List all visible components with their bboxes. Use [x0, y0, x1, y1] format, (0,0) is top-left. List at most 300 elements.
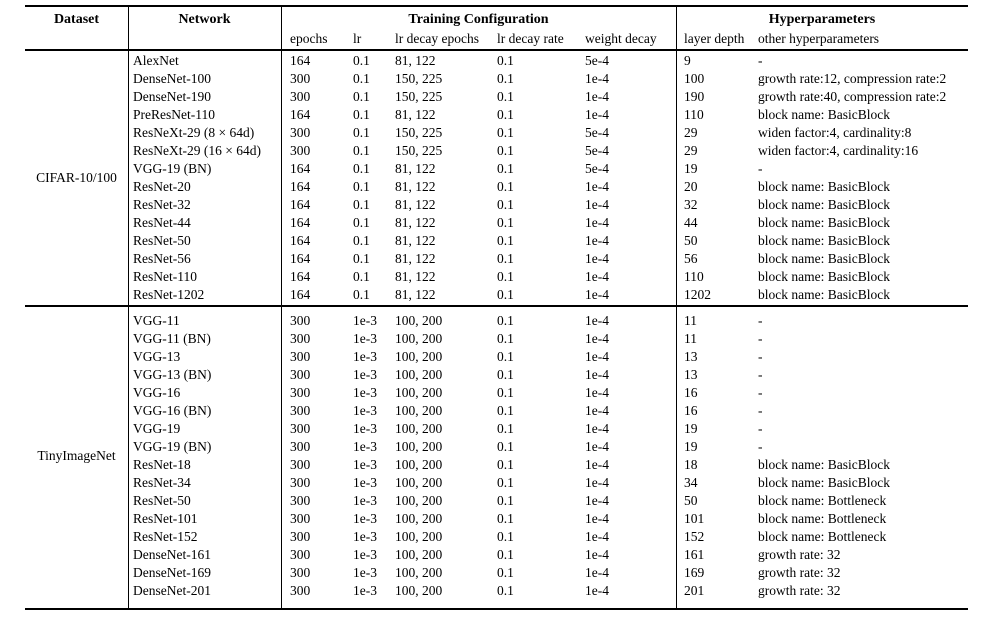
cell-lr: 1e-3: [353, 439, 377, 454]
cell-other-hyperparameters: growth rate: 32: [758, 547, 841, 562]
table-row: [25, 456, 968, 474]
cell-layer-depth: 110: [684, 269, 704, 284]
table-row: [25, 546, 968, 564]
cell-lr-decay-epochs: 100, 200: [395, 475, 443, 490]
cell-epochs: 300: [290, 439, 311, 454]
cell-weight-decay: 5e-4: [585, 53, 609, 68]
cell-lr: 0.1: [353, 143, 370, 158]
cell-lr-decay-rate: 0.1: [497, 457, 514, 472]
table-row: [25, 178, 968, 196]
cell-lr-decay-epochs: 81, 122: [395, 107, 436, 122]
cell-dataset: [25, 286, 128, 304]
cell-lr-decay-epochs: 100, 200: [395, 421, 443, 436]
cell-lr-decay-epochs: 81, 122: [395, 287, 436, 302]
cell-other-hyperparameters: -: [758, 367, 763, 382]
cell-weight-decay: 1e-4: [585, 385, 609, 400]
cell-layer-depth: 201: [684, 583, 705, 598]
cell-dataset: [25, 402, 128, 420]
cell-lr-decay-rate: 0.1: [497, 215, 514, 230]
cell-dataset: [25, 312, 128, 330]
cell-lr-decay-epochs: 150, 225: [395, 89, 443, 104]
table-row: [25, 52, 968, 70]
cell-weight-decay: 1e-4: [585, 71, 609, 86]
cell-lr-decay-rate: 0.1: [497, 565, 514, 580]
cell-lr-decay-epochs: 100, 200: [395, 529, 443, 544]
cell-lr-decay-epochs: 81, 122: [395, 269, 436, 284]
table-row: [25, 286, 968, 304]
cell-lr: 0.1: [353, 215, 370, 230]
cell-epochs: 300: [290, 565, 311, 580]
cell-lr: 1e-3: [353, 403, 377, 418]
cell-epochs: 300: [290, 385, 311, 400]
cell-network: VGG-16: [133, 385, 181, 400]
table-row: [25, 474, 968, 492]
table-row: [25, 124, 968, 142]
cell-lr-decay-rate: 0.1: [497, 125, 514, 140]
subheader-other-hyperparameters: other hyperparameters: [758, 31, 880, 46]
cell-lr-decay-rate: 0.1: [497, 179, 514, 194]
cell-network: ResNeXt-29 (16 × 64d): [133, 143, 261, 158]
cell-epochs: 300: [290, 511, 311, 526]
cell-layer-depth: 161: [684, 547, 705, 562]
cell-lr: 0.1: [353, 71, 370, 86]
cell-dataset: [25, 330, 128, 348]
cell-lr: 1e-3: [353, 511, 377, 526]
cell-other-hyperparameters: widen factor:4, cardinality:16: [758, 143, 919, 158]
cell-network: PreResNet-110: [133, 107, 215, 122]
cell-weight-decay: 1e-4: [585, 511, 609, 526]
cell-layer-depth: 9: [684, 53, 691, 68]
cell-lr-decay-rate: 0.1: [497, 251, 514, 266]
table-row: [25, 402, 968, 420]
cell-lr-decay-rate: 0.1: [497, 349, 514, 364]
cell-weight-decay: 5e-4: [585, 161, 609, 176]
cell-lr-decay-rate: 0.1: [497, 197, 514, 212]
cell-other-hyperparameters: block name: BasicBlock: [758, 107, 890, 122]
cell-epochs: 164: [290, 53, 311, 68]
cell-lr-decay-epochs: 100, 200: [395, 403, 443, 418]
cell-other-hyperparameters: growth rate: 32: [758, 583, 841, 598]
cell-weight-decay: 1e-4: [585, 583, 609, 598]
cell-other-hyperparameters: growth rate:40, compression rate:2: [758, 89, 947, 104]
cell-layer-depth: 19: [684, 439, 698, 454]
cell-other-hyperparameters: -: [758, 331, 763, 346]
cell-lr-decay-rate: 0.1: [497, 107, 514, 122]
cell-lr-decay-epochs: 150, 225: [395, 71, 443, 86]
cell-weight-decay: 1e-4: [585, 475, 609, 490]
cell-dataset: [25, 160, 128, 178]
cell-lr: 1e-3: [353, 313, 377, 328]
table-row: [25, 492, 968, 510]
cell-lr: 0.1: [353, 107, 370, 122]
cell-network: VGG-19: [133, 421, 181, 436]
cell-epochs: 300: [290, 421, 311, 436]
table-row: [25, 528, 968, 546]
table-group-separator-rule: [25, 305, 968, 307]
cell-lr-decay-epochs: 100, 200: [395, 583, 443, 598]
table-row: [25, 160, 968, 178]
subheader-lr-decay-epochs: lr decay epochs: [395, 31, 479, 46]
table-row: [25, 330, 968, 348]
cell-epochs: 300: [290, 331, 311, 346]
cell-lr-decay-epochs: 100, 200: [395, 439, 443, 454]
cell-layer-depth: 50: [684, 233, 698, 248]
cell-layer-depth: 13: [684, 367, 698, 382]
cell-dataset: [25, 348, 128, 366]
cell-dataset: [25, 232, 128, 250]
cell-lr: 1e-3: [353, 547, 377, 562]
cell-weight-decay: 1e-4: [585, 251, 609, 266]
cell-epochs: 300: [290, 493, 311, 508]
cell-lr: 1e-3: [353, 367, 377, 382]
cell-weight-decay: 1e-4: [585, 179, 609, 194]
cell-lr: 1e-3: [353, 349, 377, 364]
cell-other-hyperparameters: -: [758, 439, 763, 454]
cell-weight-decay: 1e-4: [585, 89, 609, 104]
cell-dataset: [25, 124, 128, 142]
cell-other-hyperparameters: growth rate: 32: [758, 565, 841, 580]
cell-weight-decay: 1e-4: [585, 287, 609, 302]
cell-lr-decay-rate: 0.1: [497, 143, 514, 158]
table-row: [25, 384, 968, 402]
table-row: [25, 312, 968, 330]
cell-layer-depth: 11: [684, 331, 697, 346]
cell-lr-decay-epochs: 81, 122: [395, 179, 436, 194]
subheader-layer-depth: layer depth: [684, 31, 745, 46]
cell-weight-decay: 1e-4: [585, 197, 609, 212]
cell-layer-depth: 18: [684, 457, 698, 472]
cell-network: ResNet-110: [133, 269, 197, 284]
cell-network: ResNet-101: [133, 511, 198, 526]
cell-lr-decay-epochs: 81, 122: [395, 233, 436, 248]
cell-epochs: 164: [290, 215, 311, 230]
cell-other-hyperparameters: -: [758, 421, 763, 436]
table-row: [25, 366, 968, 384]
cell-epochs: 300: [290, 71, 311, 86]
cell-epochs: 300: [290, 529, 311, 544]
cell-lr-decay-rate: 0.1: [497, 475, 514, 490]
cell-dataset: [25, 52, 128, 70]
cell-lr-decay-rate: 0.1: [497, 269, 514, 284]
cell-weight-decay: 1e-4: [585, 107, 609, 122]
header-dataset: Dataset: [53, 12, 100, 27]
cell-network: DenseNet-161: [133, 547, 211, 562]
cell-other-hyperparameters: widen factor:4, cardinality:8: [758, 125, 912, 140]
group-rows: [25, 52, 968, 304]
cell-network: DenseNet-169: [133, 565, 211, 580]
cell-epochs: 164: [290, 107, 311, 122]
cell-dataset: [25, 582, 128, 600]
training-configuration-table: [25, 0, 968, 631]
cell-layer-depth: 16: [684, 385, 698, 400]
subheader-epochs: epochs: [290, 31, 328, 46]
cell-layer-depth: 13: [684, 349, 698, 364]
cell-lr-decay-rate: 0.1: [497, 511, 514, 526]
table-row: [25, 88, 968, 106]
table-row: [25, 564, 968, 582]
cell-other-hyperparameters: block name: BasicBlock: [758, 179, 890, 194]
cell-weight-decay: 1e-4: [585, 367, 609, 382]
cell-dataset: [25, 268, 128, 286]
cell-lr-decay-rate: 0.1: [497, 439, 514, 454]
cell-network: ResNet-50: [133, 233, 191, 248]
cell-epochs: 300: [290, 313, 311, 328]
cell-lr-decay-epochs: 100, 200: [395, 367, 443, 382]
cell-network: DenseNet-190: [133, 89, 211, 104]
cell-network: ResNet-44: [133, 215, 191, 230]
cell-lr-decay-rate: 0.1: [497, 367, 514, 382]
cell-lr-decay-epochs: 100, 200: [395, 349, 443, 364]
cell-lr-decay-epochs: 81, 122: [395, 53, 436, 68]
cell-lr-decay-epochs: 81, 122: [395, 197, 436, 212]
cell-network: ResNet-1202: [133, 287, 205, 302]
cell-dataset: [25, 474, 128, 492]
table-row: [25, 196, 968, 214]
cell-network: ResNet-20: [133, 179, 191, 194]
cell-network: DenseNet-100: [133, 71, 211, 86]
cell-layer-depth: 16: [684, 403, 698, 418]
cell-layer-depth: 29: [684, 143, 698, 158]
cell-layer-depth: 169: [684, 565, 705, 580]
table-row: [25, 142, 968, 160]
cell-other-hyperparameters: -: [758, 313, 763, 328]
cell-epochs: 300: [290, 143, 311, 158]
table-row: [25, 214, 968, 232]
cell-weight-decay: 1e-4: [585, 421, 609, 436]
cell-lr: 0.1: [353, 125, 370, 140]
cell-other-hyperparameters: block name: BasicBlock: [758, 251, 890, 266]
table-row: [25, 420, 968, 438]
cell-epochs: 300: [290, 89, 311, 104]
cell-lr-decay-epochs: 100, 200: [395, 457, 443, 472]
cell-epochs: 164: [290, 251, 311, 266]
table-row: [25, 232, 968, 250]
cell-epochs: 300: [290, 125, 311, 140]
cell-weight-decay: 1e-4: [585, 331, 609, 346]
header-sub-row: [25, 30, 968, 48]
cell-lr-decay-rate: 0.1: [497, 233, 514, 248]
cell-network: ResNet-50: [133, 493, 191, 508]
cell-weight-decay: 1e-4: [585, 233, 609, 248]
cell-dataset: [25, 492, 128, 510]
table-row: [25, 438, 968, 456]
cell-epochs: 164: [290, 161, 311, 176]
cell-lr-decay-rate: 0.1: [497, 385, 514, 400]
cell-other-hyperparameters: growth rate:12, compression rate:2: [758, 71, 947, 86]
cell-network: ResNeXt-29 (8 × 64d): [133, 125, 255, 140]
table-row: [25, 348, 968, 366]
cell-epochs: 300: [290, 367, 311, 382]
cell-layer-depth: 29: [684, 125, 698, 140]
cell-other-hyperparameters: block name: Bottleneck: [758, 529, 887, 544]
cell-layer-depth: 110: [684, 107, 704, 122]
cell-network: VGG-16 (BN): [133, 403, 212, 418]
cell-network: VGG-11: [133, 313, 180, 328]
cell-other-hyperparameters: -: [758, 403, 763, 418]
cell-dataset: [25, 250, 128, 268]
cell-lr: 1e-3: [353, 529, 377, 544]
cell-lr-decay-epochs: 100, 200: [395, 331, 443, 346]
dataset-group-tinyimagenet: [25, 312, 968, 600]
cell-lr: 1e-3: [353, 475, 377, 490]
cell-dataset: [25, 510, 128, 528]
cell-dataset: [25, 564, 128, 582]
cell-weight-decay: 1e-4: [585, 403, 609, 418]
cell-other-hyperparameters: -: [758, 349, 763, 364]
cell-other-hyperparameters: block name: BasicBlock: [758, 287, 890, 302]
cell-lr: 1e-3: [353, 457, 377, 472]
cell-dataset: [25, 546, 128, 564]
cell-other-hyperparameters: block name: BasicBlock: [758, 475, 890, 490]
cell-other-hyperparameters: block name: Bottleneck: [758, 511, 887, 526]
cell-lr-decay-epochs: 100, 200: [395, 313, 443, 328]
cell-lr-decay-rate: 0.1: [497, 583, 514, 598]
cell-weight-decay: 1e-4: [585, 565, 609, 580]
cell-lr: 1e-3: [353, 493, 377, 508]
cell-dataset: [25, 214, 128, 232]
cell-lr: 1e-3: [353, 331, 377, 346]
cell-layer-depth: 100: [684, 71, 705, 86]
cell-epochs: 300: [290, 583, 311, 598]
cell-layer-depth: 152: [684, 529, 705, 544]
cell-lr: 0.1: [353, 269, 370, 284]
subheader-spacer-dataset: [25, 30, 128, 48]
cell-lr: 0.1: [353, 161, 370, 176]
cell-epochs: 300: [290, 457, 311, 472]
cell-weight-decay: 1e-4: [585, 269, 609, 284]
cell-network: ResNet-32: [133, 197, 191, 212]
cell-other-hyperparameters: block name: Bottleneck: [758, 493, 887, 508]
table-bottom-rule: [25, 608, 968, 610]
cell-network: ResNet-152: [133, 529, 198, 544]
cell-epochs: 300: [290, 547, 311, 562]
cell-weight-decay: 1e-4: [585, 349, 609, 364]
cell-epochs: 164: [290, 233, 311, 248]
cell-dataset: [25, 384, 128, 402]
cell-lr-decay-epochs: 100, 200: [395, 493, 443, 508]
table-row: [25, 250, 968, 268]
cell-lr-decay-epochs: 100, 200: [395, 547, 443, 562]
table-row: [25, 510, 968, 528]
cell-weight-decay: 1e-4: [585, 493, 609, 508]
cell-dataset: [25, 528, 128, 546]
cell-lr-decay-epochs: 100, 200: [395, 385, 443, 400]
cell-lr: 0.1: [353, 53, 370, 68]
cell-dataset: [25, 88, 128, 106]
cell-network: AlexNet: [133, 53, 179, 68]
cell-network: ResNet-18: [133, 457, 191, 472]
cell-weight-decay: 5e-4: [585, 125, 609, 140]
cell-lr-decay-epochs: 81, 122: [395, 161, 436, 176]
cell-lr: 1e-3: [353, 565, 377, 580]
header-group-row: [25, 10, 968, 30]
cell-other-hyperparameters: block name: BasicBlock: [758, 215, 890, 230]
cell-dataset: [25, 70, 128, 88]
cell-lr-decay-rate: 0.1: [497, 529, 514, 544]
cell-layer-depth: 19: [684, 421, 698, 436]
cell-lr: 0.1: [353, 197, 370, 212]
cell-other-hyperparameters: -: [758, 53, 763, 68]
cell-layer-depth: 11: [684, 313, 697, 328]
cell-network: VGG-19 (BN): [133, 439, 212, 454]
cell-weight-decay: 1e-4: [585, 313, 609, 328]
cell-dataset: [25, 366, 128, 384]
cell-dataset: [25, 196, 128, 214]
dataset-label: TinyImageNet: [37, 448, 116, 463]
cell-lr-decay-rate: 0.1: [497, 421, 514, 436]
cell-lr: 0.1: [353, 287, 370, 302]
cell-weight-decay: 1e-4: [585, 457, 609, 472]
cell-layer-depth: 190: [684, 89, 705, 104]
cell-lr: 1e-3: [353, 421, 377, 436]
cell-dataset: [25, 142, 128, 160]
cell-other-hyperparameters: -: [758, 385, 763, 400]
cell-lr-decay-rate: 0.1: [497, 53, 514, 68]
cell-lr-decay-rate: 0.1: [497, 547, 514, 562]
table-row: [25, 106, 968, 124]
cell-lr: 0.1: [353, 179, 370, 194]
cell-layer-depth: 34: [684, 475, 698, 490]
cell-layer-depth: 20: [684, 179, 698, 194]
cell-epochs: 164: [290, 179, 311, 194]
cell-other-hyperparameters: block name: BasicBlock: [758, 233, 890, 248]
cell-lr-decay-rate: 0.1: [497, 313, 514, 328]
cell-lr-decay-rate: 0.1: [497, 493, 514, 508]
cell-lr: 1e-3: [353, 385, 377, 400]
cell-lr-decay-rate: 0.1: [497, 71, 514, 86]
cell-lr-decay-rate: 0.1: [497, 403, 514, 418]
cell-lr: 0.1: [353, 233, 370, 248]
cell-lr-decay-rate: 0.1: [497, 331, 514, 346]
cell-epochs: 164: [290, 269, 311, 284]
cell-dataset: [25, 438, 128, 456]
table-top-rule: [25, 5, 968, 7]
cell-layer-depth: 32: [684, 197, 698, 212]
cell-layer-depth: 56: [684, 251, 698, 266]
cell-weight-decay: 1e-4: [585, 439, 609, 454]
subheader-spacer-network: [128, 30, 281, 48]
cell-lr-decay-epochs: 81, 122: [395, 251, 436, 266]
table-row: [25, 582, 968, 600]
cell-weight-decay: 1e-4: [585, 529, 609, 544]
cell-other-hyperparameters: block name: BasicBlock: [758, 197, 890, 212]
cell-network: VGG-11 (BN): [133, 331, 211, 346]
cell-lr-decay-epochs: 150, 225: [395, 143, 443, 158]
table-header-rule: [25, 49, 968, 51]
cell-dataset: [25, 456, 128, 474]
cell-lr-decay-rate: 0.1: [497, 161, 514, 176]
cell-network: ResNet-34: [133, 475, 191, 490]
subheader-lr: lr: [353, 31, 362, 46]
subheader-weight-decay: weight decay: [585, 31, 657, 46]
cell-lr-decay-epochs: 81, 122: [395, 215, 436, 230]
table-row: [25, 268, 968, 286]
header-training-config: Training Configuration: [408, 12, 549, 27]
cell-layer-depth: 101: [684, 511, 705, 526]
cell-lr-decay-epochs: 100, 200: [395, 565, 443, 580]
cell-dataset: [25, 420, 128, 438]
header-network: Network: [178, 12, 231, 27]
subheader-lr-decay-rate: lr decay rate: [497, 31, 564, 46]
header-hyperparameters: Hyperparameters: [768, 12, 876, 27]
cell-dataset: [25, 106, 128, 124]
cell-weight-decay: 1e-4: [585, 215, 609, 230]
cell-epochs: 164: [290, 287, 311, 302]
cell-weight-decay: 1e-4: [585, 547, 609, 562]
cell-layer-depth: 19: [684, 161, 698, 176]
cell-lr: 0.1: [353, 89, 370, 104]
cell-lr-decay-epochs: 150, 225: [395, 125, 443, 140]
